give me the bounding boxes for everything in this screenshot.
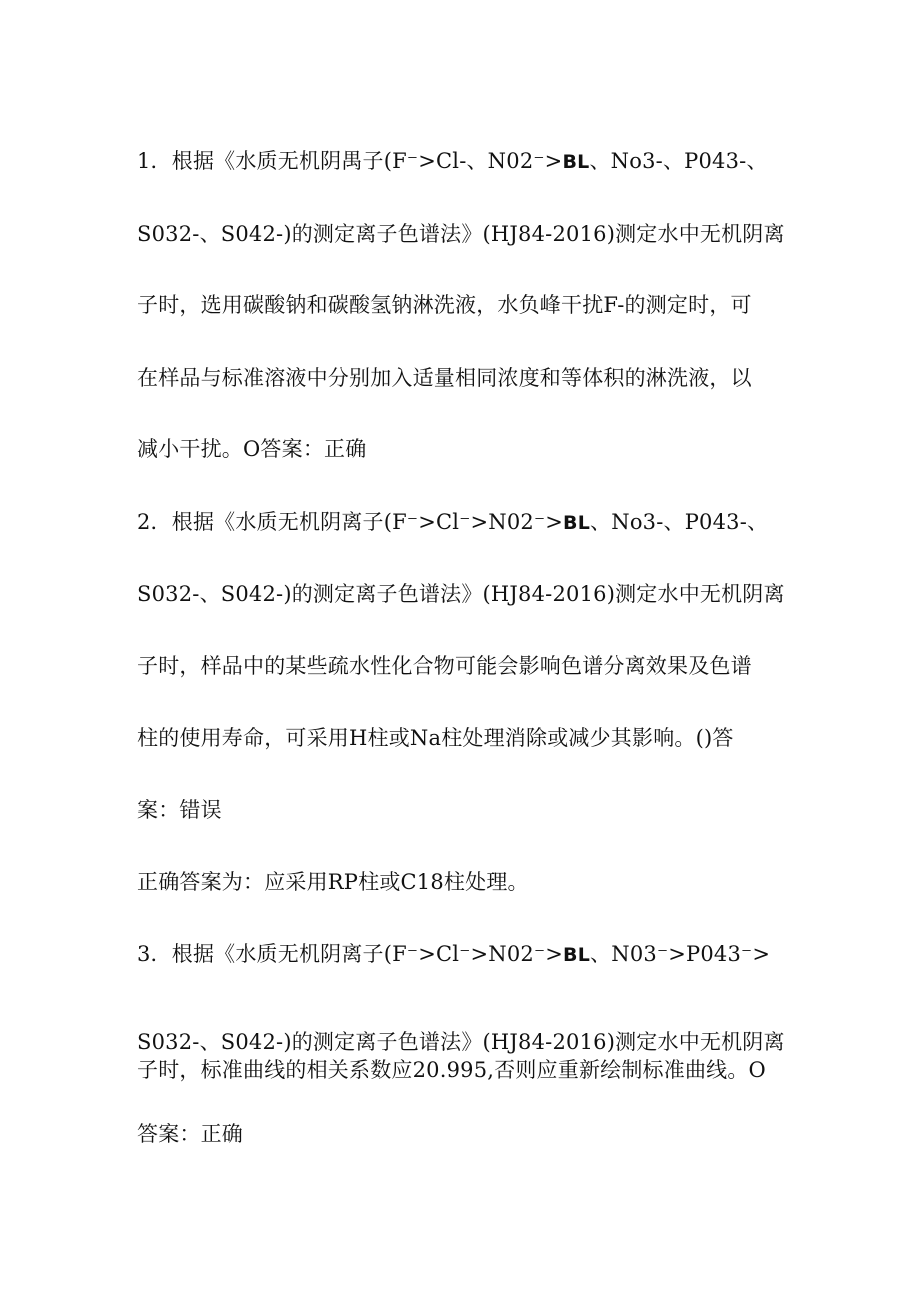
q2-line-6-correction: 正确答案为：应采用RP柱或C18柱处理。 bbox=[137, 870, 529, 894]
q2-line-1: 2．根据《水质无机阴离子(F⁻>Cl⁻>N02⁻>BL、No3-、P043-、 bbox=[137, 510, 769, 534]
q1-line-4: 在样品与标准溶液中分别加入适量相同浓度和等体积的淋洗液，以 bbox=[137, 366, 752, 390]
q1-line-2: S032-、S042-)的测定离子色谱法》(HJ84-2016)测定水中无机阴离 bbox=[137, 222, 785, 246]
q1-line-5-answer: 减小干扰。O答案：正确 bbox=[137, 437, 367, 461]
q2-line-5-answer: 案：错误 bbox=[137, 798, 222, 822]
q3-line-4-answer: 答案：正确 bbox=[137, 1122, 243, 1146]
q1-bl-symbol: BL bbox=[562, 151, 590, 173]
q2-line-4: 柱的使用寿命，可采用H柱或Na柱处理消除或减少其影响。()答 bbox=[137, 726, 734, 750]
q3-line-2: S032-、S042-)的测定离子色谱法》(HJ84-2016)测定水中无机阴离 bbox=[137, 1030, 785, 1054]
q3-line-1: 3．根据《水质无机阴离子(F⁻>Cl⁻>N02⁻>BL、N03⁻>P043⁻> bbox=[137, 942, 771, 966]
q1-line-1: 1．根据《水质无机阴禺子(F⁻>Cl-、N02⁻>BL、No3-、P043-、 bbox=[137, 149, 768, 173]
q2-bl-symbol: BL bbox=[563, 512, 591, 534]
q2-line-3: 子时，样品中的某些疏水性化合物可能会影响色谱分离效果及色谱 bbox=[137, 654, 752, 678]
q1-line-3: 子时，选用碳酸钠和碳酸氢钠淋洗液，水负峰干扰F-的测定时，可 bbox=[137, 293, 752, 317]
q3-line-3: 子时，标准曲线的相关系数应20.995,否则应重新绘制标准曲线。O bbox=[137, 1058, 766, 1082]
q2-line-2: S032-、S042-)的测定离子色谱法》(HJ84-2016)测定水中无机阴离 bbox=[137, 582, 785, 606]
q3-bl-symbol: BL bbox=[563, 944, 591, 966]
